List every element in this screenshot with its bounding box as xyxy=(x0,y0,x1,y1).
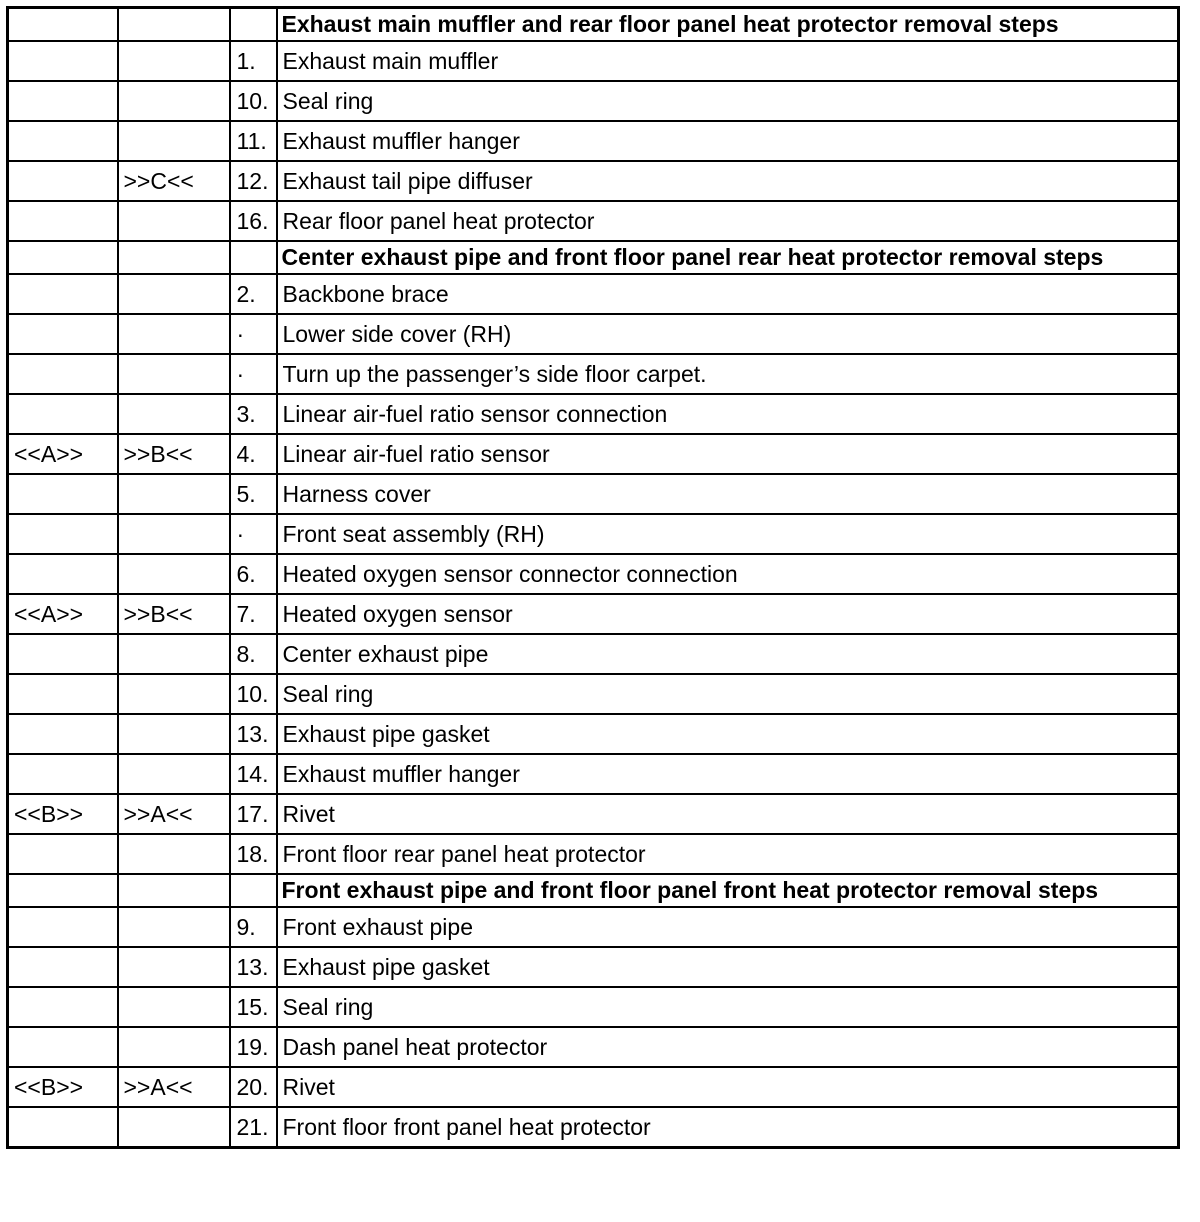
section-heading-row xyxy=(8,8,1179,42)
step-row xyxy=(8,81,1179,121)
step-number: 1. xyxy=(230,41,277,81)
step-number: 19. xyxy=(230,1027,277,1067)
removal-steps-table xyxy=(6,6,1180,1149)
step-number: · xyxy=(230,514,277,554)
installation-service-point xyxy=(118,121,230,161)
empty-cell xyxy=(230,874,277,907)
step-number: 14. xyxy=(230,754,277,794)
installation-service-point: >>C<< xyxy=(118,161,230,201)
step-row xyxy=(8,754,1179,794)
step-number: 13. xyxy=(230,947,277,987)
step-number: 21. xyxy=(230,1107,277,1148)
installation-service-point xyxy=(118,947,230,987)
step-number: 3. xyxy=(230,394,277,434)
step-label: Front exhaust pipe xyxy=(277,907,1179,947)
step-label: Seal ring xyxy=(277,987,1179,1027)
step-row xyxy=(8,1027,1179,1067)
step-label: Backbone brace xyxy=(277,274,1179,314)
installation-service-point xyxy=(118,81,230,121)
removal-service-point xyxy=(8,947,118,987)
step-row xyxy=(8,41,1179,81)
step-number: 6. xyxy=(230,554,277,594)
step-label: Rivet xyxy=(277,794,1179,834)
step-label: Linear air-fuel ratio sensor xyxy=(277,434,1179,474)
removal-service-point xyxy=(8,634,118,674)
step-label: Exhaust muffler hanger xyxy=(277,754,1179,794)
installation-service-point xyxy=(118,354,230,394)
step-row xyxy=(8,987,1179,1027)
section-title: Exhaust main muffler and rear floor panel heat protector removal steps xyxy=(277,8,1179,42)
removal-service-point: <<B>> xyxy=(8,794,118,834)
removal-steps-body xyxy=(8,8,1179,1148)
step-label: Seal ring xyxy=(277,674,1179,714)
removal-service-point xyxy=(8,201,118,241)
installation-service-point: >>A<< xyxy=(118,1067,230,1107)
installation-service-point xyxy=(118,714,230,754)
step-row xyxy=(8,434,1179,474)
step-label: Harness cover xyxy=(277,474,1179,514)
installation-service-point xyxy=(118,394,230,434)
step-row xyxy=(8,514,1179,554)
removal-service-point xyxy=(8,1107,118,1148)
empty-cell xyxy=(118,8,230,42)
step-row xyxy=(8,674,1179,714)
installation-service-point xyxy=(118,201,230,241)
section-title: Front exhaust pipe and front floor panel front heat protector removal steps xyxy=(277,874,1179,907)
removal-service-point: <<A>> xyxy=(8,594,118,634)
step-label: Linear air-fuel ratio sensor connection xyxy=(277,394,1179,434)
removal-service-point xyxy=(8,834,118,874)
step-number: 7. xyxy=(230,594,277,634)
installation-service-point xyxy=(118,41,230,81)
step-row xyxy=(8,834,1179,874)
step-number: · xyxy=(230,354,277,394)
step-number: 2. xyxy=(230,274,277,314)
step-number: 13. xyxy=(230,714,277,754)
step-number: 16. xyxy=(230,201,277,241)
removal-service-point: <<B>> xyxy=(8,1067,118,1107)
empty-cell xyxy=(118,874,230,907)
removal-service-point xyxy=(8,41,118,81)
step-label: Front floor front panel heat protector xyxy=(277,1107,1179,1148)
step-row xyxy=(8,634,1179,674)
removal-service-point xyxy=(8,274,118,314)
section-heading-row xyxy=(8,874,1179,907)
step-number: 15. xyxy=(230,987,277,1027)
installation-service-point xyxy=(118,834,230,874)
step-label: Lower side cover (RH) xyxy=(277,314,1179,354)
removal-service-point xyxy=(8,1027,118,1067)
step-number: 12. xyxy=(230,161,277,201)
step-number: 5. xyxy=(230,474,277,514)
installation-service-point xyxy=(118,274,230,314)
removal-service-point: <<A>> xyxy=(8,434,118,474)
empty-cell xyxy=(230,241,277,274)
step-row xyxy=(8,594,1179,634)
step-label: Exhaust tail pipe diffuser xyxy=(277,161,1179,201)
removal-service-point xyxy=(8,674,118,714)
installation-service-point xyxy=(118,474,230,514)
installation-service-point: >>A<< xyxy=(118,794,230,834)
installation-service-point xyxy=(118,907,230,947)
installation-service-point: >>B<< xyxy=(118,594,230,634)
step-label: Seal ring xyxy=(277,81,1179,121)
step-number: 4. xyxy=(230,434,277,474)
step-label: Exhaust pipe gasket xyxy=(277,714,1179,754)
step-row xyxy=(8,394,1179,434)
removal-service-point xyxy=(8,314,118,354)
section-title: Center exhaust pipe and front floor panel rear heat protector removal steps xyxy=(277,241,1179,274)
step-label: Center exhaust pipe xyxy=(277,634,1179,674)
installation-service-point xyxy=(118,1107,230,1148)
step-row xyxy=(8,201,1179,241)
installation-service-point xyxy=(118,987,230,1027)
step-number: 10. xyxy=(230,674,277,714)
step-row xyxy=(8,274,1179,314)
step-row xyxy=(8,947,1179,987)
step-label: Rear floor panel heat protector xyxy=(277,201,1179,241)
step-number: 17. xyxy=(230,794,277,834)
installation-service-point xyxy=(118,554,230,594)
step-row xyxy=(8,714,1179,754)
installation-service-point: >>B<< xyxy=(118,434,230,474)
installation-service-point xyxy=(118,1027,230,1067)
step-row xyxy=(8,794,1179,834)
installation-service-point xyxy=(118,634,230,674)
step-row xyxy=(8,1107,1179,1148)
empty-cell xyxy=(8,241,118,274)
step-label: Heated oxygen sensor connector connection xyxy=(277,554,1179,594)
step-row xyxy=(8,474,1179,514)
step-label: Exhaust muffler hanger xyxy=(277,121,1179,161)
step-number: 9. xyxy=(230,907,277,947)
step-label: Dash panel heat protector xyxy=(277,1027,1179,1067)
removal-service-point xyxy=(8,474,118,514)
removal-service-point xyxy=(8,81,118,121)
step-row xyxy=(8,1067,1179,1107)
step-label: Heated oxygen sensor xyxy=(277,594,1179,634)
removal-service-point xyxy=(8,394,118,434)
empty-cell xyxy=(118,241,230,274)
step-label: Exhaust pipe gasket xyxy=(277,947,1179,987)
step-row xyxy=(8,314,1179,354)
step-label: Front floor rear panel heat protector xyxy=(277,834,1179,874)
step-row xyxy=(8,354,1179,394)
empty-cell xyxy=(8,8,118,42)
step-number: 10. xyxy=(230,81,277,121)
empty-cell xyxy=(8,874,118,907)
step-row xyxy=(8,161,1179,201)
removal-service-point xyxy=(8,714,118,754)
step-row xyxy=(8,121,1179,161)
step-row xyxy=(8,554,1179,594)
installation-service-point xyxy=(118,674,230,714)
step-label: Turn up the passenger’s side floor carpet. xyxy=(277,354,1179,394)
step-label: Exhaust main muffler xyxy=(277,41,1179,81)
removal-service-point xyxy=(8,554,118,594)
step-number: 20. xyxy=(230,1067,277,1107)
step-number: · xyxy=(230,314,277,354)
step-number: 11. xyxy=(230,121,277,161)
removal-service-point xyxy=(8,987,118,1027)
removal-service-point xyxy=(8,161,118,201)
step-label: Front seat assembly (RH) xyxy=(277,514,1179,554)
section-heading-row xyxy=(8,241,1179,274)
step-number: 8. xyxy=(230,634,277,674)
step-row xyxy=(8,907,1179,947)
empty-cell xyxy=(230,8,277,42)
removal-service-point xyxy=(8,754,118,794)
removal-service-point xyxy=(8,354,118,394)
installation-service-point xyxy=(118,314,230,354)
step-number: 18. xyxy=(230,834,277,874)
removal-service-point xyxy=(8,514,118,554)
removal-service-point xyxy=(8,121,118,161)
installation-service-point xyxy=(118,754,230,794)
step-label: Rivet xyxy=(277,1067,1179,1107)
installation-service-point xyxy=(118,514,230,554)
removal-service-point xyxy=(8,907,118,947)
